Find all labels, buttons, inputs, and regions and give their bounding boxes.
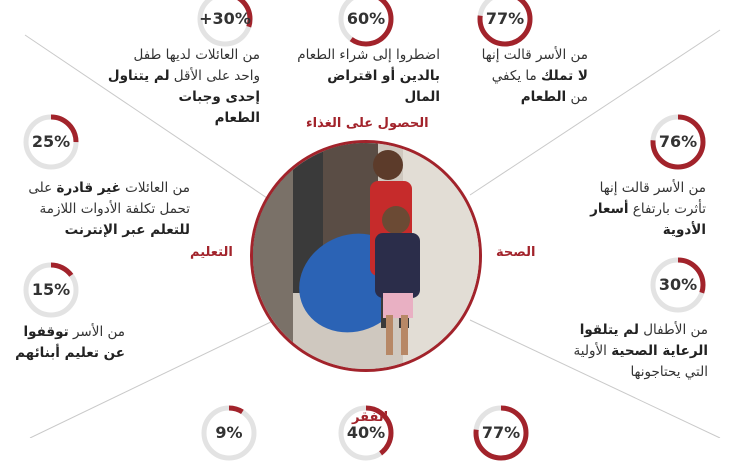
stat-health-30-text: من الأطفال لم يتلقوا الرعاية الصحية الأولية التي يحتاجونها bbox=[573, 322, 708, 380]
stat-value: +30% bbox=[199, 9, 251, 28]
stat-edu-15-text: من الأسر توقفوا عن تعليم أبنائهم bbox=[15, 324, 125, 361]
stat-value: 9% bbox=[215, 423, 243, 442]
stat-food-60-text: اضطروا إلى شراء الطعام بالدين أو اقتراض المال bbox=[297, 47, 440, 105]
stat-ring bbox=[22, 113, 80, 171]
stat-value: 77% bbox=[481, 423, 521, 442]
stat-ring bbox=[476, 0, 534, 48]
stat-value: 76% bbox=[658, 132, 698, 151]
stat-food-77-text: من الأسر قالت إنها لا تملك ما يكفي من الطعام bbox=[481, 47, 588, 105]
stat-health-76-text: من الأسر قالت إنها تأثرت بارتفاع أسعار الأدوية bbox=[590, 180, 706, 238]
stat-value: 15% bbox=[31, 280, 71, 299]
category-food-label: الحصول على الغذاء bbox=[306, 116, 429, 131]
stat-value: 60% bbox=[346, 9, 386, 28]
stat-ring bbox=[649, 113, 707, 171]
stat-ring bbox=[196, 0, 254, 48]
stat-value: 25% bbox=[31, 132, 71, 151]
stat-value: 77% bbox=[485, 9, 525, 28]
stat-edu-25-text: من العائلات غير قادرة على تحمل تكلفة الأدوات اللازمة للتعلم عبر الإنترنت bbox=[28, 180, 190, 238]
category-education-label: التعليم bbox=[190, 245, 233, 260]
stat-value: 30% bbox=[658, 275, 698, 294]
stat-ring bbox=[22, 261, 80, 319]
stat-ring bbox=[649, 256, 707, 314]
stat-ring bbox=[337, 404, 395, 462]
category-health-label: الصحة bbox=[496, 245, 536, 260]
stat-ring bbox=[472, 404, 530, 462]
stat-ring bbox=[200, 404, 258, 462]
stat-value: 40% bbox=[346, 423, 386, 442]
center-photo-children-water bbox=[250, 140, 482, 372]
stat-ring bbox=[337, 0, 395, 48]
stat-food-30-text: من العائلات لديها طفل واحد على الأقل لم يتناول إحدى وجبات الطعام bbox=[107, 47, 260, 126]
category-poverty-label: الفقر bbox=[352, 410, 389, 425]
